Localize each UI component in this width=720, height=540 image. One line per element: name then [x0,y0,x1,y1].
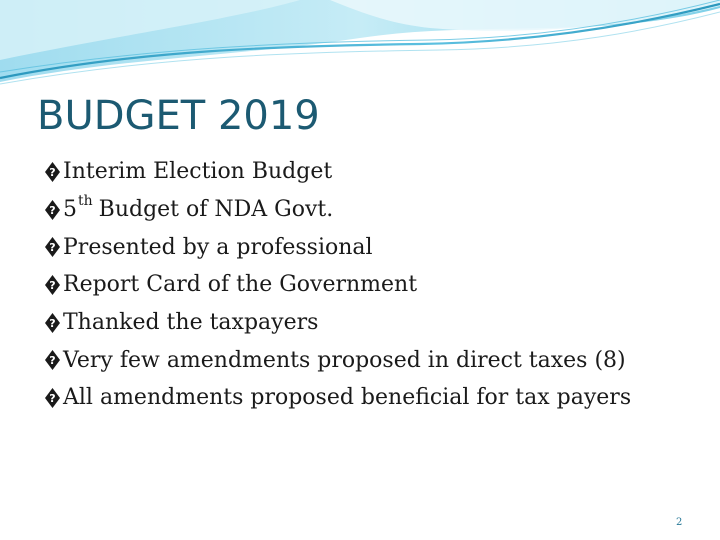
bullet-item [44,304,631,342]
svg-text:?: ? [49,203,56,217]
bullet-superscript: th [78,192,93,209]
bullet-item [44,341,631,379]
replacement-character-icon [44,161,61,183]
bullet-text: Presented by a professional [63,234,373,260]
bullet-text: Thanked the taxpayers [63,310,319,336]
bullet-text: Budget of NDA Govt. [98,197,334,223]
svg-text:?: ? [49,354,56,368]
bullet-text: Interim Election Budget [63,159,333,185]
replacement-character-icon [44,387,61,409]
bullet-item [44,379,631,417]
bullet-item [44,153,631,191]
svg-text:?: ? [49,241,56,255]
bullet-text: Very few amendments proposed in direct taxes (8) [63,347,626,373]
svg-text:?: ? [49,316,56,330]
replacement-character-icon [44,312,61,334]
svg-text:?: ? [49,278,56,292]
bullet-item [44,266,631,304]
replacement-character-icon [44,199,61,221]
header-wave-decoration [0,0,720,95]
slide-title: BUDGET 2019 [37,93,320,139]
bullet-item [44,191,631,229]
replacement-character-icon [44,236,61,258]
replacement-character-icon [44,274,61,296]
page-number: 2 [676,517,683,528]
bullet-text-prefix: 5 [63,197,77,223]
bullet-text: All amendments proposed beneficial for tax payers [63,385,632,411]
bullet-text: Report Card of the Government [63,272,418,298]
bullet-item [44,228,631,266]
svg-text:?: ? [49,165,56,179]
svg-text:?: ? [49,391,56,405]
replacement-character-icon [44,349,61,371]
bullet-list [44,153,631,417]
